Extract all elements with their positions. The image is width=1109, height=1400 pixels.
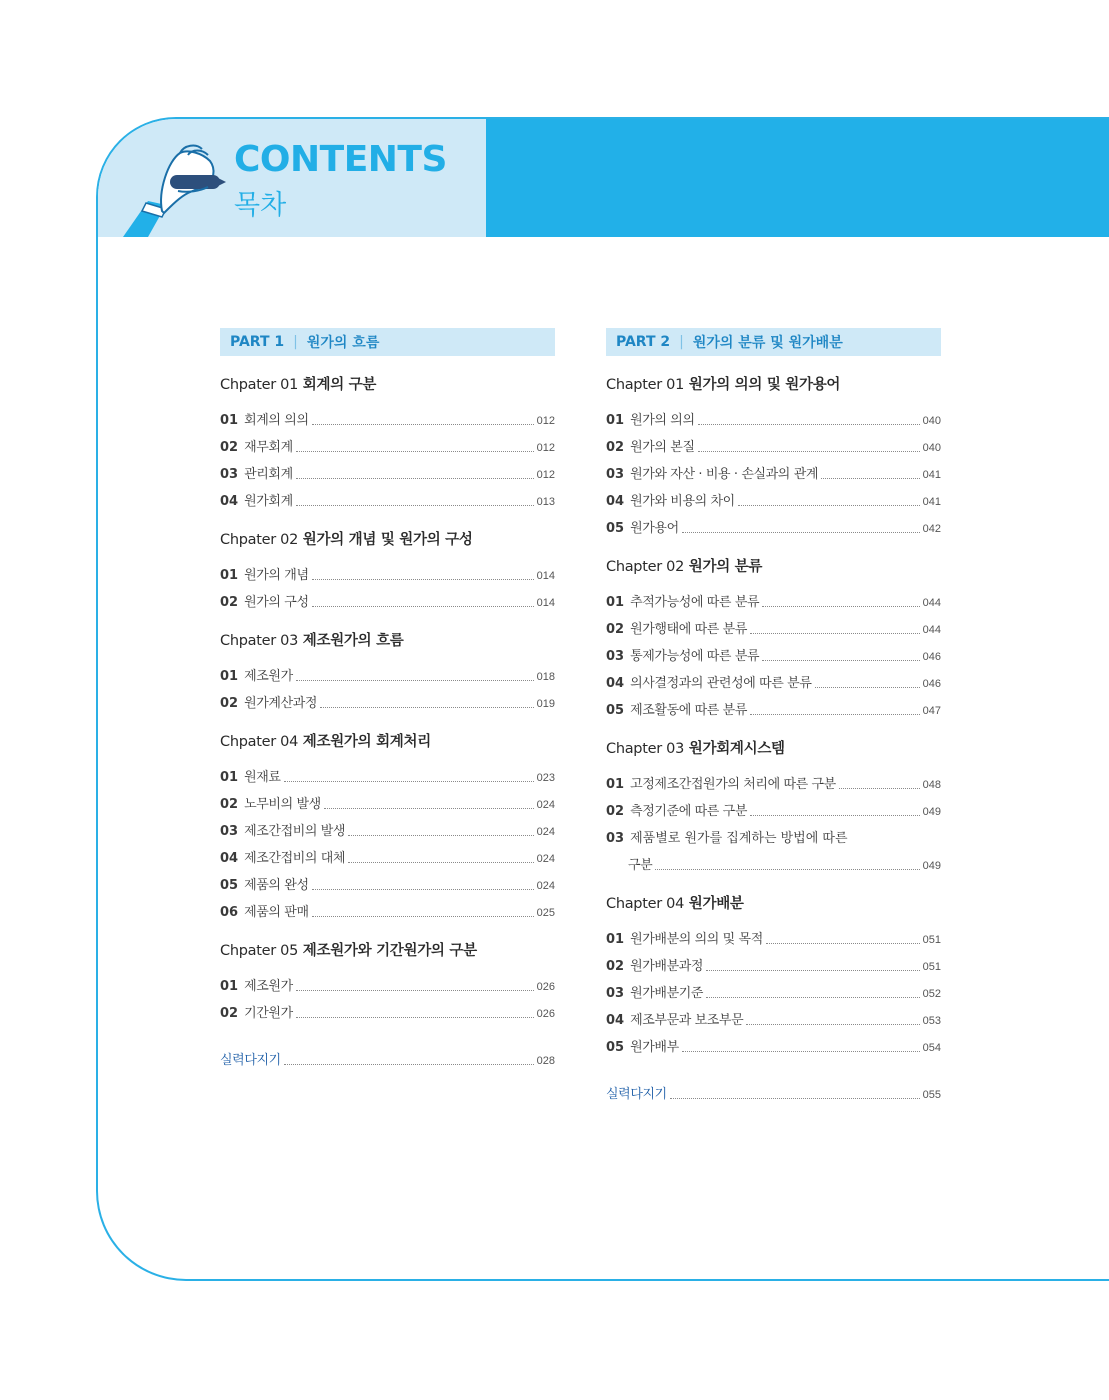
toc-item[interactable]	[220, 787, 555, 814]
item-number: 01	[606, 932, 625, 947]
page-number: 044	[922, 597, 941, 609]
dot-leader	[312, 916, 534, 917]
dot-leader	[682, 532, 920, 533]
toc-item[interactable]	[606, 976, 941, 1003]
page-number: 013	[536, 496, 555, 508]
page-number: 052	[922, 988, 941, 1000]
page-number: 028	[536, 1055, 555, 1067]
toc-item[interactable]	[220, 457, 555, 484]
item-label: 고정제조간접원가의 처리에 따른 구분	[630, 777, 836, 792]
page-number: 014	[536, 570, 555, 582]
toc-item[interactable]	[220, 403, 555, 430]
toc-item[interactable]	[220, 484, 555, 511]
contents-subtitle: 목차	[234, 190, 287, 221]
toc-item[interactable]	[606, 612, 941, 639]
chapter-block	[220, 731, 555, 922]
dot-leader	[284, 781, 534, 782]
page-number: 024	[536, 853, 555, 865]
toc-item[interactable]	[220, 814, 555, 841]
chapter-label: Chpater 02	[220, 532, 299, 548]
chapter-block	[220, 940, 555, 1023]
dot-leader	[706, 970, 920, 971]
item-label: 원가의 의의	[630, 413, 695, 428]
practice-link[interactable]	[606, 1077, 941, 1104]
chapter-label: Chpater 05	[220, 943, 299, 959]
toc-item[interactable]	[220, 659, 555, 686]
toc-item[interactable]	[220, 895, 555, 922]
item-label: 실력다지기	[220, 1053, 281, 1068]
toc-item[interactable]	[220, 996, 555, 1023]
toc-item[interactable]	[606, 693, 941, 720]
dot-leader	[839, 788, 920, 789]
page-number: 046	[922, 651, 941, 663]
chapter-title: Chpater 05 제조원가와 기간원가의 구분	[220, 943, 477, 959]
item-number: 02	[606, 804, 625, 819]
item-number: 01	[220, 669, 239, 684]
chapter-label: Chapter 03	[606, 741, 685, 757]
item-label: 원가배분기준	[630, 986, 704, 1001]
page-number: 025	[536, 907, 555, 919]
chapter-block	[220, 630, 555, 713]
chapter-title: Chpater 01 회계의 구분	[220, 377, 377, 393]
chapter-block	[220, 374, 555, 511]
item-label: 노무비의 발생	[244, 797, 321, 812]
toc-item-wrapped-line2[interactable]	[606, 848, 941, 875]
item-label: 제조활동에 따른 분류	[630, 703, 747, 718]
item-number: 02	[220, 696, 239, 711]
part-title: 원가의 흐름	[306, 335, 380, 351]
chapter-title: Chapter 01 원가의 의의 및 원가용어	[606, 377, 841, 393]
toc-item[interactable]	[606, 666, 941, 693]
toc-item[interactable]	[606, 1030, 941, 1057]
item-label: 회계의 의의	[244, 413, 309, 428]
dot-leader	[296, 680, 534, 681]
item-label: 제조부문과 보조부문	[630, 1013, 744, 1028]
dot-leader	[762, 660, 920, 661]
dot-leader	[815, 687, 920, 688]
toc-item[interactable]	[606, 1003, 941, 1030]
chapter-title: Chapter 04 원가배분	[606, 896, 744, 912]
page-number: 012	[536, 415, 555, 427]
item-number: 02	[606, 959, 625, 974]
item-number: 01	[220, 413, 239, 428]
toc-item[interactable]	[606, 767, 941, 794]
item-number: 04	[606, 676, 625, 691]
chapter-label: Chapter 02	[606, 559, 685, 575]
chapter-label: Chpater 03	[220, 633, 299, 649]
toc-item[interactable]	[606, 511, 941, 538]
dot-leader	[746, 1024, 919, 1025]
chapter-label: Chapter 04	[606, 896, 685, 912]
toc-item[interactable]	[606, 430, 941, 457]
chapter-block	[220, 529, 555, 612]
toc-item[interactable]	[220, 686, 555, 713]
page-number: 023	[536, 772, 555, 784]
item-label: 제조원가	[244, 669, 293, 684]
toc-item-wrapped-line1[interactable]	[606, 821, 941, 848]
chapter-title: Chapter 03 원가회계시스템	[606, 741, 785, 757]
page-number: 054	[922, 1042, 941, 1054]
item-number: 03	[606, 831, 625, 846]
page-number: 012	[536, 469, 555, 481]
dot-leader	[320, 707, 534, 708]
dot-leader	[682, 1051, 920, 1052]
item-number: 04	[220, 494, 239, 509]
item-number: 01	[606, 777, 625, 792]
item-label: 원가회계	[244, 494, 293, 509]
item-label: 의사결정과의 관련성에 따른 분류	[630, 676, 812, 691]
header-blue-panel	[486, 119, 1109, 237]
dot-leader	[324, 808, 534, 809]
dot-leader	[312, 424, 534, 425]
item-number: 02	[606, 622, 625, 637]
chapter-title: Chpater 04 제조원가의 회계처리	[220, 734, 431, 750]
part-separator: |	[293, 334, 298, 350]
toc-item[interactable]	[606, 585, 941, 612]
dot-leader	[750, 714, 920, 715]
item-number: 02	[220, 440, 239, 455]
dot-leader	[738, 505, 920, 506]
dot-leader	[670, 1098, 920, 1099]
item-number: 02	[220, 1006, 239, 1021]
chapter-block	[606, 738, 941, 875]
dot-leader	[762, 606, 920, 607]
item-label: 원가배분과정	[630, 959, 704, 974]
item-number: 01	[220, 979, 239, 994]
dot-leader	[698, 451, 920, 452]
dot-leader	[296, 505, 534, 506]
item-number: 04	[606, 1013, 625, 1028]
dot-leader	[698, 424, 920, 425]
item-label: 제조간접비의 발생	[244, 824, 346, 839]
item-number: 03	[606, 986, 625, 1001]
item-label: 제조간접비의 대체	[244, 851, 346, 866]
page-number: 040	[922, 415, 941, 427]
toc-item[interactable]	[606, 484, 941, 511]
item-label: 원가의 구성	[244, 595, 309, 610]
item-label: 관리회계	[244, 467, 293, 482]
item-number: 01	[606, 413, 625, 428]
item-number: 04	[606, 494, 625, 509]
chapter-label: Chpater 04	[220, 734, 299, 750]
chapter-block	[606, 556, 941, 720]
toc-item[interactable]	[606, 457, 941, 484]
toc-item[interactable]	[220, 585, 555, 612]
part-title: 원가의 분류 및 원가배분	[692, 335, 843, 351]
toc-item[interactable]	[220, 868, 555, 895]
item-label: 원가배분의 의의 및 목적	[630, 932, 763, 947]
item-number: 01	[220, 770, 239, 785]
page-number: 046	[922, 678, 941, 690]
item-number: 05	[606, 703, 625, 718]
item-label: 제조원가	[244, 979, 293, 994]
dot-leader	[348, 862, 534, 863]
toc-item[interactable]	[220, 558, 555, 585]
page-number: 024	[536, 826, 555, 838]
part-1-column	[220, 328, 555, 1070]
dot-leader	[348, 835, 534, 836]
item-number: 01	[606, 595, 625, 610]
page-number: 040	[922, 442, 941, 454]
toc-item[interactable]	[606, 949, 941, 976]
item-number: 02	[220, 797, 239, 812]
chapter-label: Chpater 01	[220, 377, 299, 393]
item-label: 원가계산과정	[244, 696, 318, 711]
item-label: 기간원가	[244, 1006, 293, 1021]
item-label: 제품의 완성	[244, 878, 309, 893]
chapter-label: Chapter 01	[606, 377, 685, 393]
toc-item[interactable]	[220, 760, 555, 787]
item-number: 05	[606, 521, 625, 536]
header-light-panel	[98, 119, 486, 237]
item-number: 05	[606, 1040, 625, 1055]
page-number: 044	[922, 624, 941, 636]
dot-leader	[766, 943, 920, 944]
page-number: 014	[536, 597, 555, 609]
part-separator: |	[679, 334, 684, 350]
dot-leader	[655, 869, 919, 870]
part-2-column	[606, 328, 941, 1104]
chapter-title: Chpater 02 원가의 개념 및 원가의 구성	[220, 532, 473, 548]
dot-leader	[706, 997, 920, 998]
dot-leader	[296, 1017, 534, 1018]
item-label: 원가용어	[630, 521, 679, 536]
page-number: 026	[536, 1008, 555, 1020]
chapter-block	[606, 374, 941, 538]
item-label: 원재료	[244, 770, 281, 785]
contents-title: CONTENTS	[234, 139, 447, 180]
page-number: 026	[536, 981, 555, 993]
item-label: 제품의 판매	[244, 905, 309, 920]
page-number: 024	[536, 880, 555, 892]
page-number: 042	[922, 523, 941, 535]
page-number: 051	[922, 961, 941, 973]
chapter-title: Chpater 03 제조원가의 흐름	[220, 633, 404, 649]
dot-leader	[296, 451, 534, 452]
item-label: 원가의 개념	[244, 568, 309, 583]
toc-item[interactable]	[220, 430, 555, 457]
item-number: 03	[606, 649, 625, 664]
page-number: 049	[922, 860, 941, 872]
item-label: 원가행태에 따른 분류	[630, 622, 747, 637]
item-label: 실력다지기	[606, 1087, 667, 1102]
item-label: 재무회계	[244, 440, 293, 455]
item-number: 01	[220, 568, 239, 583]
page-number: 051	[922, 934, 941, 946]
item-label: 원가와 비용의 차이	[630, 494, 735, 509]
page-number: 024	[536, 799, 555, 811]
dot-leader	[750, 815, 920, 816]
item-label: 원가의 본질	[630, 440, 695, 455]
part-1-header	[220, 328, 555, 356]
item-label: 통제가능성에 따른 분류	[630, 649, 760, 664]
item-number: 03	[606, 467, 625, 482]
toc-item[interactable]	[606, 794, 941, 821]
dot-leader	[296, 478, 534, 479]
item-label: 추적가능성에 따른 분류	[630, 595, 760, 610]
chapter-title: Chapter 02 원가의 분류	[606, 559, 763, 575]
toc-item[interactable]	[606, 403, 941, 430]
item-number: 05	[220, 878, 239, 893]
item-label: 원가배부	[630, 1040, 679, 1055]
item-number: 03	[220, 467, 239, 482]
dot-leader	[821, 478, 920, 479]
item-number: 03	[220, 824, 239, 839]
dot-leader	[312, 889, 534, 890]
item-number: 06	[220, 905, 239, 920]
page-number: 012	[536, 442, 555, 454]
toc-item[interactable]	[606, 922, 941, 949]
page-number: 019	[536, 698, 555, 710]
item-number: 04	[220, 851, 239, 866]
page-number: 048	[922, 779, 941, 791]
item-label: 구분	[628, 858, 653, 873]
page-number: 047	[922, 705, 941, 717]
item-label: 원가와 자산 · 비용 · 손실과의 관계	[630, 467, 819, 482]
part-label: PART 1	[230, 334, 285, 350]
part-label: PART 2	[616, 334, 671, 350]
practice-link[interactable]	[220, 1043, 555, 1070]
page-number: 053	[922, 1015, 941, 1027]
dot-leader	[312, 579, 534, 580]
page-number: 041	[922, 469, 941, 481]
page-number: 055	[922, 1089, 941, 1101]
toc-item[interactable]	[220, 841, 555, 868]
item-number: 02	[220, 595, 239, 610]
chapter-block	[606, 893, 941, 1057]
item-label: 측정기준에 따른 구분	[630, 804, 747, 819]
item-number: 02	[606, 440, 625, 455]
dot-leader	[284, 1064, 534, 1065]
toc-item[interactable]	[606, 639, 941, 666]
item-label: 제품별로 원가를 집계하는 방법에 따른	[630, 831, 848, 846]
toc-item[interactable]	[220, 969, 555, 996]
dot-leader	[296, 990, 534, 991]
dot-leader	[312, 606, 534, 607]
page-number: 018	[536, 671, 555, 683]
page-number: 041	[922, 496, 941, 508]
page-number: 049	[922, 806, 941, 818]
hand-holding-pen-icon	[118, 131, 228, 237]
dot-leader	[750, 633, 920, 634]
part-2-header	[606, 328, 941, 356]
